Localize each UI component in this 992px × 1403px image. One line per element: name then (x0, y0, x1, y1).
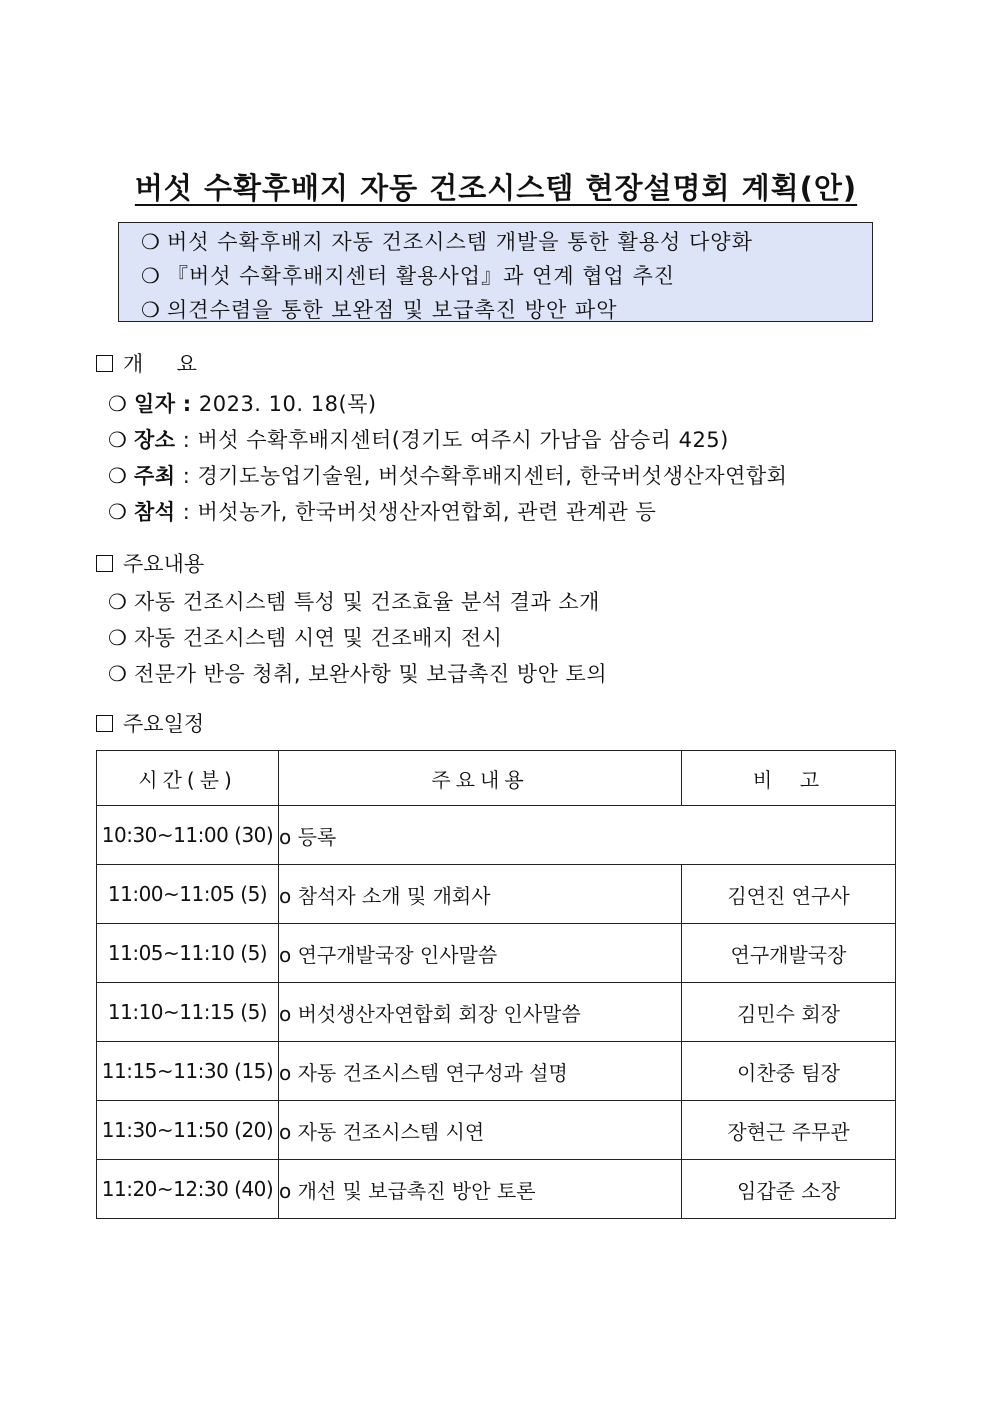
content-cell: o 개선 및 보급촉진 방안 토론 (279, 1160, 682, 1219)
time-cell: 11:15~11:30 (15) (97, 1042, 279, 1101)
content-cell: o 참석자 소개 및 개회사 (279, 865, 682, 924)
goal-item: ❍ 의견수렴을 통한 보완점 및 보급촉진 방안 파악 (141, 293, 872, 327)
goal-item: ❍ 『버섯 수확후배지센터 활용사업』과 연계 협업 추진 (141, 259, 872, 293)
content-cell: o 연구개발국장 인사말씀 (279, 924, 682, 983)
circle-bullet-icon: ❍ (108, 464, 128, 488)
table-row (97, 1042, 896, 1101)
goals-box (118, 222, 873, 322)
main-content-item: ❍ 자동 건조시스템 특성 및 건조효율 분석 결과 소개 (108, 590, 600, 614)
content-cell: o 자동 건조시스템 시연 (279, 1101, 682, 1160)
content-cell: o 등록 (279, 806, 896, 865)
header-note: 비 고 (682, 751, 896, 806)
overview-item: ❍ 참석 : 버섯농가, 한국버섯생산자연합회, 관련 관계관 등 (108, 500, 657, 524)
circle-bullet-icon: ❍ (141, 298, 161, 322)
overview-item: ❍ 장소 : 버섯 수확후배지센터(경기도 여주시 가남읍 삼승리 425) (108, 428, 729, 452)
circle-bullet-icon: ❍ (108, 500, 128, 524)
table-row (97, 1101, 896, 1160)
circle-bullet-icon: ❍ (141, 230, 161, 254)
checkbox-square-icon (96, 355, 113, 372)
circle-bullet-icon: ❍ (108, 662, 128, 686)
checkbox-square-icon (96, 715, 113, 732)
section-heading-main-content: 주요내용 (96, 548, 204, 578)
header-time: 시간(분) (97, 751, 279, 806)
note-cell: 김연진 연구사 (682, 865, 896, 924)
note-cell: 연구개발국장 (682, 924, 896, 983)
note-cell: 장현근 주무관 (682, 1101, 896, 1160)
time-cell: 11:00~11:05 (5) (97, 865, 279, 924)
table-header-row (97, 751, 896, 806)
table-row (97, 924, 896, 983)
table-row (97, 983, 896, 1042)
main-content-item: ❍ 자동 건조시스템 시연 및 건조배지 전시 (108, 626, 503, 650)
content-cell: o 버섯생산자연합회 회장 인사말씀 (279, 983, 682, 1042)
circle-bullet-icon: ❍ (108, 590, 128, 614)
section-heading-overview: 개 요 (96, 348, 197, 378)
time-cell: 11:20~12:30 (40) (97, 1160, 279, 1219)
time-cell: 11:10~11:15 (5) (97, 983, 279, 1042)
table-row (97, 1160, 896, 1219)
goal-item: ❍ 버섯 수확후배지 자동 건조시스템 개발을 통한 활용성 다양화 (141, 225, 872, 259)
document-title: 버섯 수확후배지 자동 건조시스템 현장설명회 계획(안) (134, 171, 858, 205)
header-content: 주요내용 (279, 751, 682, 806)
overview-item: ❍ 일자 : 2023. 10. 18(목) (108, 392, 377, 416)
time-cell: 10:30~11:00 (30) (97, 806, 279, 865)
schedule-table (96, 750, 896, 1219)
note-cell: 임갑준 소장 (682, 1160, 896, 1219)
circle-bullet-icon: ❍ (108, 392, 128, 416)
time-cell: 11:05~11:10 (5) (97, 924, 279, 983)
circle-bullet-icon: ❍ (108, 428, 128, 452)
table-row (97, 806, 896, 865)
circle-bullet-icon: ❍ (108, 626, 128, 650)
main-content-item: ❍ 전문가 반응 청취, 보완사항 및 보급촉진 방안 토의 (108, 662, 608, 686)
checkbox-square-icon (96, 555, 113, 572)
overview-item: ❍ 주최 : 경기도농업기술원, 버섯수확후배지센터, 한국버섯생산자연합회 (108, 464, 788, 488)
table-row (97, 865, 896, 924)
section-heading-schedule: 주요일정 (96, 708, 204, 738)
circle-bullet-icon: ❍ (141, 264, 161, 288)
note-cell: 김민수 회장 (682, 983, 896, 1042)
note-cell: 이찬중 팀장 (682, 1042, 896, 1101)
time-cell: 11:30~11:50 (20) (97, 1101, 279, 1160)
content-cell: o 자동 건조시스템 연구성과 설명 (279, 1042, 682, 1101)
